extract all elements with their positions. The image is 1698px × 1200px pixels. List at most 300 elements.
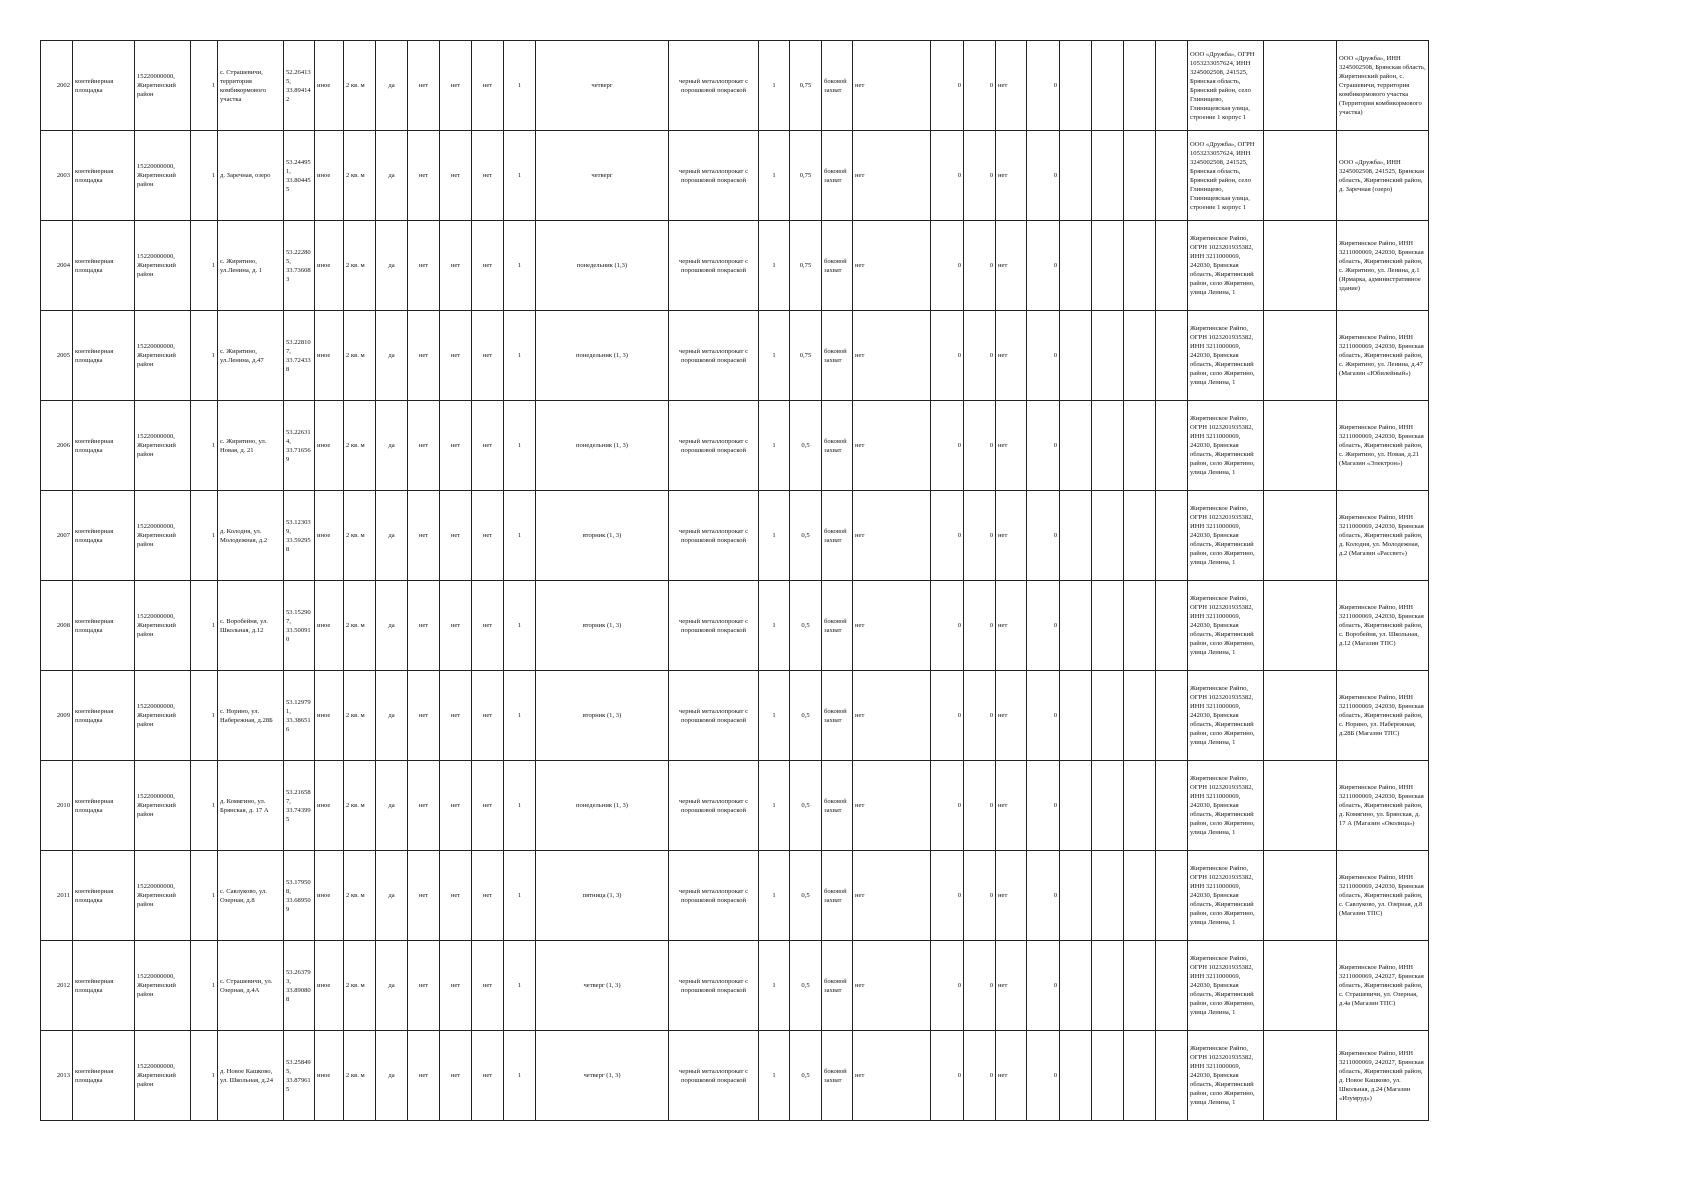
cell-empty xyxy=(1092,131,1124,221)
cell-address: с. Воробейня, ул. Школьная, д.12 xyxy=(218,581,284,671)
cell-empty xyxy=(1156,41,1188,131)
cell-empty xyxy=(1264,221,1337,311)
cell-covered: да xyxy=(376,1031,408,1121)
cell-z3: 0 xyxy=(1027,491,1060,581)
cell-one: 1 xyxy=(191,221,218,311)
cell-count: 1 xyxy=(504,311,536,401)
cell-source: Жирятинское Райпо, ИНН 3211000069, 242030, Брянская область, Жирятинский район, с. Жирятино, ул. Новая, д.21 (Магазин «Электрон») xyxy=(1337,401,1429,491)
cell-container: черный металлопрокат с порошковой покраской xyxy=(669,491,759,581)
cell-f2: нет xyxy=(440,1031,472,1121)
cell-f3: нет xyxy=(472,401,504,491)
table-row xyxy=(41,671,1429,761)
cell-volume: 0,5 xyxy=(790,851,822,941)
cell-loading: боковой захват xyxy=(822,491,853,581)
cell-count: 1 xyxy=(504,401,536,491)
cell-covered: да xyxy=(376,41,408,131)
cell-empty xyxy=(1060,221,1092,311)
cell-kind: контейнерная площадка xyxy=(73,941,135,1031)
cell-volume: 0,75 xyxy=(790,131,822,221)
cell-schedule: понедельник (1, 3) xyxy=(536,761,669,851)
cell-empty xyxy=(1156,581,1188,671)
cell-sep2: нет xyxy=(996,311,1027,401)
cell-f2: нет xyxy=(440,131,472,221)
cell-empty xyxy=(1060,581,1092,671)
cell-z3: 0 xyxy=(1027,851,1060,941)
cell-schedule: вторник (1, 3) xyxy=(536,491,669,581)
cell-oktmo: 15220000000, Жирятинский район xyxy=(135,131,191,221)
cell-empty xyxy=(1092,581,1124,671)
cell-f2: нет xyxy=(440,41,472,131)
cell-count: 1 xyxy=(504,1031,536,1121)
cell-address: с. Жирятино, ул.Ленина, д. 1 xyxy=(218,221,284,311)
cell-sep: нет xyxy=(853,671,931,761)
cell-num: 2006 xyxy=(41,401,73,491)
cell-qty: 1 xyxy=(759,941,790,1031)
cell-container: черный металлопрокат с порошковой покраской xyxy=(669,41,759,131)
cell-address: с. Жирятино, ул.Ленина, д.47 xyxy=(218,311,284,401)
cell-count: 1 xyxy=(504,41,536,131)
cell-empty xyxy=(1156,941,1188,1031)
cell-owner: Жирятинское Райпо, ОГРН 1023201935382, ИНН 3211000069, 242030, Брянская область, Жирятинский район, село Жирятино, улица Ленина, 1 xyxy=(1188,401,1264,491)
cell-f3: нет xyxy=(472,851,504,941)
cell-address: с. Страшевичи, территория комбикормового участка xyxy=(218,41,284,131)
cell-num: 2009 xyxy=(41,671,73,761)
table-row xyxy=(41,581,1429,671)
cell-address: д. Заречная, озеро xyxy=(218,131,284,221)
cell-f1: нет xyxy=(408,131,440,221)
cell-oktmo: 15220000000, Жирятинский район xyxy=(135,1031,191,1121)
cell-sep: нет xyxy=(853,581,931,671)
cell-address: с. Норино, ул. Набережная, д.28Б xyxy=(218,671,284,761)
cell-loading: боковой захват xyxy=(822,131,853,221)
cell-source: Жирятинское Райпо, ИНН 3211000069, 242030, Брянская область, Жирятинский район, с. Савлуково, ул. Озерная, д.8 (Магазин ТПС) xyxy=(1337,851,1429,941)
cell-address: д. Новое Кашково, ул. Школьная, д.24 xyxy=(218,1031,284,1121)
cell-oktmo: 15220000000, Жирятинский район xyxy=(135,761,191,851)
cell-empty xyxy=(1124,851,1156,941)
cell-container: черный металлопрокат с порошковой покраской xyxy=(669,401,759,491)
cell-surface: иное xyxy=(315,401,344,491)
cell-covered: да xyxy=(376,941,408,1031)
cell-qty: 1 xyxy=(759,671,790,761)
cell-sep2: нет xyxy=(996,41,1027,131)
cell-kind: контейнерная площадка xyxy=(73,41,135,131)
cell-kind: контейнерная площадка xyxy=(73,491,135,581)
cell-address: д. Колодня, ул. Молодежная, д.2 xyxy=(218,491,284,581)
cell-empty xyxy=(1156,671,1188,761)
cell-container: черный металлопрокат с порошковой покраской xyxy=(669,581,759,671)
cell-f3: нет xyxy=(472,581,504,671)
cell-f1: нет xyxy=(408,491,440,581)
cell-container: черный металлопрокат с порошковой покраской xyxy=(669,131,759,221)
cell-sep: нет xyxy=(853,401,931,491)
cell-empty xyxy=(1124,941,1156,1031)
cell-loading: боковой захват xyxy=(822,761,853,851)
cell-empty xyxy=(1092,941,1124,1031)
cell-coords: 53.21658 7, 33.74399 5 xyxy=(284,761,315,851)
cell-f1: нет xyxy=(408,941,440,1031)
cell-surface: иное xyxy=(315,671,344,761)
cell-empty xyxy=(1264,1031,1337,1121)
cell-num: 2012 xyxy=(41,941,73,1031)
cell-z2: 0 xyxy=(964,311,996,401)
cell-empty xyxy=(1092,491,1124,581)
cell-surface: иное xyxy=(315,41,344,131)
cell-empty xyxy=(1264,941,1337,1031)
cell-f2: нет xyxy=(440,851,472,941)
cell-sep2: нет xyxy=(996,671,1027,761)
cell-owner: Жирятинское Райпо, ОГРН 1023201935382, ИНН 3211000069, 242030, Брянская область, Жирятинский район, село Жирятино, улица Ленина, 1 xyxy=(1188,761,1264,851)
cell-f2: нет xyxy=(440,941,472,1031)
cell-qty: 1 xyxy=(759,131,790,221)
cell-z3: 0 xyxy=(1027,941,1060,1031)
cell-container: черный металлопрокат с порошковой покраской xyxy=(669,851,759,941)
cell-container: черный металлопрокат с порошковой покраской xyxy=(669,311,759,401)
cell-schedule: понедельник (1, 3) xyxy=(536,401,669,491)
cell-coords: 53.15290 7, 33.50091 0 xyxy=(284,581,315,671)
cell-area: 2 кв. м xyxy=(344,671,376,761)
cell-coords: 53.12979 1, 33.38651 6 xyxy=(284,671,315,761)
cell-coords: 53.17950 8, 33.68950 9 xyxy=(284,851,315,941)
cell-one: 1 xyxy=(191,401,218,491)
cell-oktmo: 15220000000, Жирятинский район xyxy=(135,581,191,671)
cell-sep2: нет xyxy=(996,491,1027,581)
cell-sep2: нет xyxy=(996,1031,1027,1121)
cell-area: 2 кв. м xyxy=(344,761,376,851)
registry-table xyxy=(40,40,1429,1121)
cell-empty xyxy=(1264,491,1337,581)
cell-num: 2004 xyxy=(41,221,73,311)
cell-kind: контейнерная площадка xyxy=(73,401,135,491)
cell-schedule: четверг xyxy=(536,131,669,221)
cell-volume: 0,5 xyxy=(790,761,822,851)
cell-z2: 0 xyxy=(964,131,996,221)
cell-volume: 0,5 xyxy=(790,1031,822,1121)
cell-owner: Жирятинское Райпо, ОГРН 1023201935382, ИНН 3211000069, 242030, Брянская область, Жирятинский район, село Жирятино, улица Ленина, 1 xyxy=(1188,581,1264,671)
cell-schedule: понедельник (1,3) xyxy=(536,221,669,311)
cell-qty: 1 xyxy=(759,311,790,401)
cell-sep: нет xyxy=(853,1031,931,1121)
cell-owner: Жирятинское Райпо, ОГРН 1023201935382, ИНН 3211000069, 242030, Брянская область, Жирятинский район, село Жирятино, улица Ленина, 1 xyxy=(1188,1031,1264,1121)
cell-empty xyxy=(1156,131,1188,221)
cell-coords: 53.22810 7, 33.72433 8 xyxy=(284,311,315,401)
cell-one: 1 xyxy=(191,491,218,581)
cell-volume: 0,75 xyxy=(790,41,822,131)
table-row xyxy=(41,41,1429,131)
cell-owner: Жирятинское Райпо, ОГРН 1023201935382, ИНН 3211000069, 242030, Брянская область, Жирятинский район, село Жирятино, улица Ленина, 1 xyxy=(1188,311,1264,401)
cell-qty: 1 xyxy=(759,491,790,581)
cell-loading: боковой захват xyxy=(822,401,853,491)
cell-volume: 0,5 xyxy=(790,401,822,491)
cell-empty xyxy=(1124,671,1156,761)
cell-z1: 0 xyxy=(931,491,964,581)
cell-sep2: нет xyxy=(996,581,1027,671)
cell-z1: 0 xyxy=(931,311,964,401)
cell-empty xyxy=(1264,401,1337,491)
cell-empty xyxy=(1264,131,1337,221)
cell-z1: 0 xyxy=(931,761,964,851)
cell-one: 1 xyxy=(191,311,218,401)
cell-empty xyxy=(1092,761,1124,851)
cell-sep2: нет xyxy=(996,761,1027,851)
cell-oktmo: 15220000000, Жирятинский район xyxy=(135,41,191,131)
cell-f2: нет xyxy=(440,311,472,401)
table-row xyxy=(41,491,1429,581)
cell-area: 2 кв. м xyxy=(344,1031,376,1121)
cell-volume: 0,5 xyxy=(790,581,822,671)
cell-volume: 0,75 xyxy=(790,221,822,311)
cell-f3: нет xyxy=(472,491,504,581)
cell-empty xyxy=(1060,131,1092,221)
cell-coords: 52.26413 5, 33.89414 2 xyxy=(284,41,315,131)
cell-z1: 0 xyxy=(931,941,964,1031)
cell-empty xyxy=(1264,311,1337,401)
cell-schedule: четверг (1, 3) xyxy=(536,1031,669,1121)
cell-covered: да xyxy=(376,131,408,221)
cell-address: с. Страшевичи, ул. Озерная, д.4А xyxy=(218,941,284,1031)
cell-empty xyxy=(1264,851,1337,941)
cell-area: 2 кв. м xyxy=(344,581,376,671)
cell-num: 2008 xyxy=(41,581,73,671)
cell-sep: нет xyxy=(853,761,931,851)
cell-source: Жирятинское Райпо, ИНН 3211000069, 242027, Брянская область, Жирятинский район, д. Новое Кашково, ул. Школьная, д.24 (Магазин «Изумруд») xyxy=(1337,1031,1429,1121)
cell-sep: нет xyxy=(853,41,931,131)
cell-z1: 0 xyxy=(931,1031,964,1121)
cell-surface: иное xyxy=(315,941,344,1031)
cell-num: 2011 xyxy=(41,851,73,941)
cell-f3: нет xyxy=(472,941,504,1031)
cell-empty xyxy=(1060,491,1092,581)
cell-schedule: понедельник (1, 3) xyxy=(536,311,669,401)
table-row xyxy=(41,1031,1429,1121)
cell-empty xyxy=(1156,1031,1188,1121)
cell-oktmo: 15220000000, Жирятинский район xyxy=(135,221,191,311)
cell-z2: 0 xyxy=(964,1031,996,1121)
cell-z1: 0 xyxy=(931,131,964,221)
cell-z2: 0 xyxy=(964,671,996,761)
cell-one: 1 xyxy=(191,941,218,1031)
cell-z1: 0 xyxy=(931,401,964,491)
cell-area: 2 кв. м xyxy=(344,311,376,401)
cell-count: 1 xyxy=(504,851,536,941)
cell-schedule: пятница (1, 3) xyxy=(536,851,669,941)
cell-coords: 53.22280 5, 33.73608 3 xyxy=(284,221,315,311)
cell-coords: 53.24495 1, 33.80445 5 xyxy=(284,131,315,221)
cell-z3: 0 xyxy=(1027,1031,1060,1121)
cell-f2: нет xyxy=(440,491,472,581)
cell-f3: нет xyxy=(472,671,504,761)
cell-empty xyxy=(1124,401,1156,491)
cell-address: д. Комягино, ул. Брянская, д. 17 А xyxy=(218,761,284,851)
cell-empty xyxy=(1092,401,1124,491)
cell-z1: 0 xyxy=(931,41,964,131)
cell-z1: 0 xyxy=(931,671,964,761)
cell-covered: да xyxy=(376,221,408,311)
cell-schedule: вторник (1, 3) xyxy=(536,671,669,761)
cell-empty xyxy=(1060,851,1092,941)
cell-f1: нет xyxy=(408,401,440,491)
cell-f1: нет xyxy=(408,671,440,761)
cell-sep: нет xyxy=(853,311,931,401)
cell-area: 2 кв. м xyxy=(344,941,376,1031)
cell-one: 1 xyxy=(191,671,218,761)
cell-loading: боковой захват xyxy=(822,311,853,401)
cell-sep: нет xyxy=(853,131,931,221)
cell-f3: нет xyxy=(472,131,504,221)
cell-qty: 1 xyxy=(759,1031,790,1121)
cell-area: 2 кв. м xyxy=(344,221,376,311)
cell-empty xyxy=(1092,41,1124,131)
cell-empty xyxy=(1156,311,1188,401)
cell-container: черный металлопрокат с порошковой покраской xyxy=(669,761,759,851)
cell-container: черный металлопрокат с порошковой покраской xyxy=(669,671,759,761)
cell-kind: контейнерная площадка xyxy=(73,1031,135,1121)
cell-z3: 0 xyxy=(1027,671,1060,761)
cell-oktmo: 15220000000, Жирятинский район xyxy=(135,401,191,491)
table-body xyxy=(41,41,1429,1121)
cell-oktmo: 15220000000, Жирятинский район xyxy=(135,491,191,581)
cell-coords: 53.22631 4, 33.71656 9 xyxy=(284,401,315,491)
cell-sep: нет xyxy=(853,221,931,311)
cell-sep2: нет xyxy=(996,401,1027,491)
cell-loading: боковой захват xyxy=(822,941,853,1031)
table-row xyxy=(41,221,1429,311)
cell-empty xyxy=(1124,1031,1156,1121)
cell-empty xyxy=(1124,311,1156,401)
cell-source: Жирятинское Райпо, ИНН 3211000069, 242030, Брянская область, Жирятинский район, с. Воробейня, ул. Школьная, д.12 (Магазин ТПС) xyxy=(1337,581,1429,671)
cell-f3: нет xyxy=(472,761,504,851)
cell-z2: 0 xyxy=(964,761,996,851)
cell-qty: 1 xyxy=(759,401,790,491)
cell-f3: нет xyxy=(472,311,504,401)
cell-loading: боковой захват xyxy=(822,221,853,311)
cell-owner: ООО «Дружба», ОГРН 1053233057624, ИНН 3245002508, 241525, Брянская область, Брянский район, село Глинищево, Глинищевская улица, строение 1 корпус 1 xyxy=(1188,41,1264,131)
table-row xyxy=(41,851,1429,941)
cell-f2: нет xyxy=(440,401,472,491)
cell-sep2: нет xyxy=(996,851,1027,941)
cell-surface: иное xyxy=(315,311,344,401)
cell-address: с. Жирятино, ул. Новая, д. 21 xyxy=(218,401,284,491)
cell-z2: 0 xyxy=(964,851,996,941)
cell-f1: нет xyxy=(408,1031,440,1121)
cell-z1: 0 xyxy=(931,221,964,311)
cell-loading: боковой захват xyxy=(822,41,853,131)
cell-empty xyxy=(1124,221,1156,311)
table-row xyxy=(41,761,1429,851)
cell-loading: боковой захват xyxy=(822,671,853,761)
cell-owner: Жирятинское Райпо, ОГРН 1023201935382, ИНН 3211000069, 242030, Брянская область, Жирятинский район, село Жирятино, улица Ленина, 1 xyxy=(1188,491,1264,581)
cell-owner: Жирятинское Райпо, ОГРН 1023201935382, ИНН 3211000069, 242030, Брянская область, Жирятинский район, село Жирятино, улица Ленина, 1 xyxy=(1188,851,1264,941)
cell-count: 1 xyxy=(504,581,536,671)
cell-empty xyxy=(1156,221,1188,311)
cell-z3: 0 xyxy=(1027,581,1060,671)
cell-one: 1 xyxy=(191,851,218,941)
cell-source: Жирятинское Райпо, ИНН 3211000069, 242030, Брянская область, Жирятинский район, с. Норино, ул. Набережная, д.28Б (Магазин ТПС) xyxy=(1337,671,1429,761)
cell-z2: 0 xyxy=(964,221,996,311)
cell-source: Жирятинское Райпо, ИНН 3211000069, 242030, Брянская область, Жирятинский район, с. Жирятино, ул. Ленина, д.47 (Магазин «Юбилейный») xyxy=(1337,311,1429,401)
cell-sep: нет xyxy=(853,851,931,941)
cell-covered: да xyxy=(376,311,408,401)
cell-qty: 1 xyxy=(759,581,790,671)
cell-area: 2 кв. м xyxy=(344,131,376,221)
cell-source: Жирятинское Райпо, ИНН 3211000069, 242027, Брянская область, Жирятинский район, с. Страшевичи, ул. Озерная, д.4а (Магазин ТПС) xyxy=(1337,941,1429,1031)
cell-surface: иное xyxy=(315,491,344,581)
cell-empty xyxy=(1092,851,1124,941)
cell-sep2: нет xyxy=(996,941,1027,1031)
cell-covered: да xyxy=(376,581,408,671)
cell-surface: иное xyxy=(315,1031,344,1121)
cell-num: 2007 xyxy=(41,491,73,581)
cell-z3: 0 xyxy=(1027,401,1060,491)
cell-empty xyxy=(1060,401,1092,491)
cell-surface: иное xyxy=(315,851,344,941)
cell-empty xyxy=(1264,41,1337,131)
cell-empty xyxy=(1124,41,1156,131)
cell-volume: 0,5 xyxy=(790,491,822,581)
cell-f3: нет xyxy=(472,221,504,311)
cell-surface: иное xyxy=(315,221,344,311)
cell-count: 1 xyxy=(504,221,536,311)
cell-z2: 0 xyxy=(964,401,996,491)
cell-oktmo: 15220000000, Жирятинский район xyxy=(135,311,191,401)
cell-empty xyxy=(1264,581,1337,671)
cell-z2: 0 xyxy=(964,941,996,1031)
cell-surface: иное xyxy=(315,131,344,221)
cell-num: 2005 xyxy=(41,311,73,401)
cell-empty xyxy=(1060,761,1092,851)
cell-schedule: четверг (1, 3) xyxy=(536,941,669,1031)
cell-qty: 1 xyxy=(759,761,790,851)
cell-coords: 53.12303 9, 33.59295 8 xyxy=(284,491,315,581)
cell-container: черный металлопрокат с порошковой покраской xyxy=(669,221,759,311)
cell-num: 2013 xyxy=(41,1031,73,1121)
cell-source: ООО «Дружба», ИНН 3245002508, Брянская область, Жирятинский район, с. Страшевичи, территория комбикормового участка (Территория комбикормового участка) xyxy=(1337,41,1429,131)
cell-empty xyxy=(1264,761,1337,851)
cell-loading: боковой захват xyxy=(822,851,853,941)
cell-f1: нет xyxy=(408,41,440,131)
cell-empty xyxy=(1060,1031,1092,1121)
cell-one: 1 xyxy=(191,131,218,221)
cell-sep: нет xyxy=(853,941,931,1031)
cell-z3: 0 xyxy=(1027,221,1060,311)
cell-num: 2003 xyxy=(41,131,73,221)
cell-empty xyxy=(1124,581,1156,671)
cell-kind: контейнерная площадка xyxy=(73,131,135,221)
cell-sep2: нет xyxy=(996,131,1027,221)
cell-area: 2 кв. м xyxy=(344,851,376,941)
cell-area: 2 кв. м xyxy=(344,491,376,581)
cell-loading: боковой захват xyxy=(822,581,853,671)
cell-area: 2 кв. м xyxy=(344,401,376,491)
cell-schedule: вторник (1, 3) xyxy=(536,581,669,671)
cell-z3: 0 xyxy=(1027,311,1060,401)
cell-kind: контейнерная площадка xyxy=(73,851,135,941)
cell-coords: 53.25849 5, 33.87961 5 xyxy=(284,1031,315,1121)
cell-f1: нет xyxy=(408,761,440,851)
cell-z2: 0 xyxy=(964,581,996,671)
cell-count: 1 xyxy=(504,131,536,221)
cell-one: 1 xyxy=(191,1031,218,1121)
cell-schedule: четверг xyxy=(536,41,669,131)
cell-one: 1 xyxy=(191,41,218,131)
cell-oktmo: 15220000000, Жирятинский район xyxy=(135,851,191,941)
cell-z2: 0 xyxy=(964,41,996,131)
cell-num: 2002 xyxy=(41,41,73,131)
cell-f2: нет xyxy=(440,581,472,671)
cell-covered: да xyxy=(376,761,408,851)
cell-empty xyxy=(1060,671,1092,761)
cell-coords: 53.26379 3, 33.89080 8 xyxy=(284,941,315,1031)
cell-address: с. Савлуково, ул. Озерная, д.8 xyxy=(218,851,284,941)
